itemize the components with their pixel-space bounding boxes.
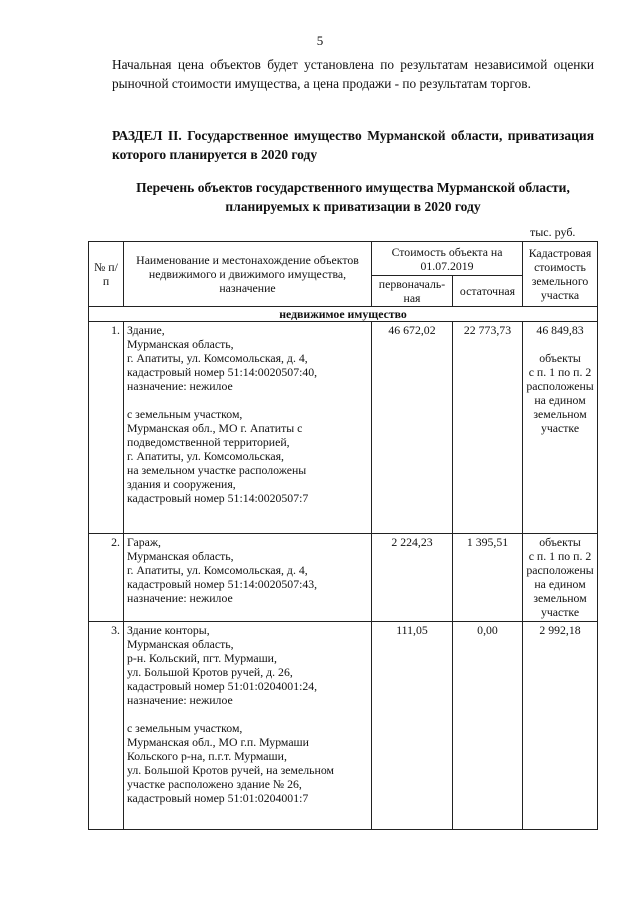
row-num: 1. xyxy=(89,322,124,534)
row-initial-cost: 46 672,02 xyxy=(372,322,453,534)
header-num: № п/п xyxy=(89,242,124,307)
row-initial-cost: 2 224,23 xyxy=(372,534,453,622)
property-table xyxy=(88,241,598,830)
intro-paragraph: Начальная цена объектов будет установлена по результатам независимой оценки рыночной стоимости имущества, а цена продажи - по результатам торгов. xyxy=(112,57,594,91)
group-label: недвижимое имущество xyxy=(89,307,598,322)
list-title: Перечень объектов государственного имущества Мурманской области, планируемых к приватизации в 2020 году xyxy=(136,180,570,214)
header-cost-initial: первоначаль-ная xyxy=(372,276,453,307)
row-residual-cost: 22 773,73 xyxy=(453,322,523,534)
row-description: Гараж, Мурманская область, г. Апатиты, ул. Комсомольская, д. 4, кадастровый номер 51:14:0020507:43, назначение: нежилое xyxy=(124,534,372,622)
header-cost-residual: остаточная xyxy=(453,276,523,307)
row-num: 3. xyxy=(89,622,124,830)
row-residual-cost: 1 395,51 xyxy=(453,534,523,622)
row-cadastral: объекты с п. 1 по п. 2 расположены на едином земельном участке xyxy=(523,534,598,622)
row-residual-cost: 0,00 xyxy=(453,622,523,830)
row-num: 2. xyxy=(89,534,124,622)
row-initial-cost: 111,05 xyxy=(372,622,453,830)
row-cadastral: 2 992,18 xyxy=(523,622,598,830)
section-title: РАЗДЕЛ II. Государственное имущество Мурманской области, приватизация которого планируется в 2020 году xyxy=(112,128,594,162)
table-row xyxy=(89,534,598,622)
units-label: тыс. руб. xyxy=(530,225,576,239)
row-cadastral: 46 849,83 объекты с п. 1 по п. 2 расположены на едином земельном участке xyxy=(523,322,598,534)
row-description: Здание, Мурманская область, г. Апатиты, ул. Комсомольская, д. 4, кадастровый номер 51:14:0020507:40, назначение: нежилое с земельным участком, Мурманская обл., МО г. Апатиты с подведомственной территорией, г. Апатиты, ул. Комсомольская, на земельном участке расположены здания и сооружения, кадастровый номер 51:14:0020507:7 xyxy=(124,322,372,534)
page-number: 5 xyxy=(316,33,324,48)
row-description: Здание конторы, Мурманская область, р-н. Кольский, пгт. Мурмаши, ул. Большой Кротов ручей, д. 26, кадастровый номер 51:01:0204001:24, назначение: нежилое с земельным участком, Мурманская обл., МО г.п. Мурмаши Кольского р-на, п.г.т. Мурмаши, ул. Большой Кротов ручей, на земельном участке расположено здание № 26, кадастровый номер 51:01:0204001:7 xyxy=(124,622,372,830)
header-name: Наименование и местонахождение объектов недвижимого и движимого имущества, назначение xyxy=(124,242,372,307)
header-cost: Стоимость объекта на 01.07.2019 xyxy=(372,242,523,276)
table-row xyxy=(89,322,598,534)
header-cadastral: Кадастровая стоимость земельного участка xyxy=(523,242,598,307)
table-row xyxy=(89,622,598,830)
